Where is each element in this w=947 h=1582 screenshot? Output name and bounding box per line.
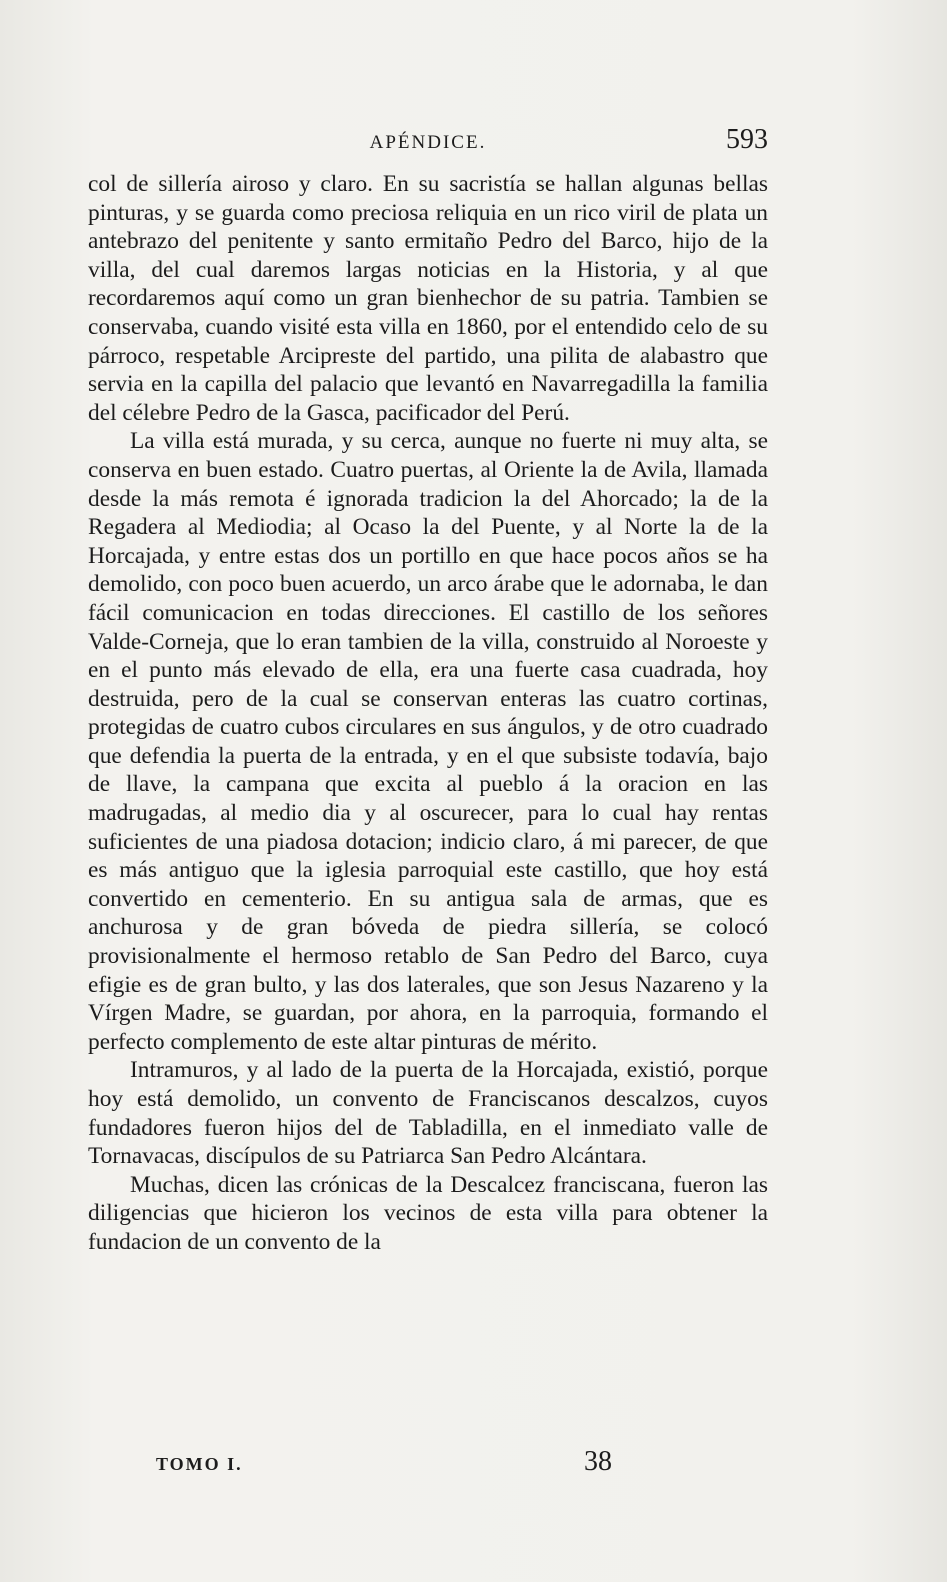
page-header: [88, 124, 768, 160]
paragraph-intramuros: Intramuros, y al lado de la puerta de la Horcajada, existió, porque hoy está demolido, un convento de Franciscanos descalzos, cuyos fundadores fueron hijos del de Tabladilla, en el inmediato valle de Tornavacas, discípulos de su Patriarca San Pedro Alcántara.: [88, 1057, 768, 1170]
paragraph-villa-murada: La villa está murada, y su cerca, aunque no fuerte ni muy alta, se conserva en buen estado. Cuatro puertas, al Oriente la de Avila, llamada desde la más remota é ignorada tradicion la del Ahorcado; la de la Regadera al Mediodia; al Ocaso la del Puente, y al Norte la de la Horcajada, y entre estas dos un portillo en que hace pocos años se ha demolido, con poco buen acuerdo, un arco árabe que le adornaba, le dan fácil comunicacion en todas direcciones. El castillo de los señores Valde-Corneja, que lo eran tambien de la villa, construido al Noroeste y en el punto más elevado de ella, era una fuerte casa cuadrada, hoy destruida, pero de la cual se conservan enteras las cuatro cortinas, protegidas de cuatro cubos circulares en sus ángulos, y de otro cuadrado que defendia la puerta de la entrada, y en el que subsiste todavía, bajo de llave, la campana que excita al pueblo á la oracion en las madrugadas, al medio dia y al oscurecer, para lo cual hay rentas suficientes de una piadosa dotacion; indicio claro, á mi parecer, de que es más antiguo que la iglesia parroquial este castillo, que hoy está convertido en cementerio. En su antigua sala de armas, que es anchurosa y de gran bóveda de piedra sillería, se colocó provisionalmente el hermoso retablo de San Pedro del Barco, cuya efigie es de gran bulto, y las dos laterales, que son Jesus Nazareno y la Vírgen Madre, se guardan, por ahora, en la parroquia, formando el perfecto complemento de este altar pinturas de mérito.: [88, 428, 768, 1055]
body-text: [88, 170, 768, 1257]
page-number: 593: [726, 124, 768, 155]
page-footer: [88, 1446, 768, 1486]
volume-label: TOMO I.: [156, 1454, 243, 1474]
signature-mark: 38: [584, 1446, 612, 1477]
running-title: APÉNDICE.: [369, 132, 487, 153]
paragraph-muchas: Muchas, dicen las crónicas de la Descalcez franciscana, fueron las diligencias que hicieron los vecinos de esta villa para obtener la fundacion de un convento de la: [88, 1171, 768, 1255]
paragraph-continuation: col de sillería airoso y claro. En su sacristía se hallan algunas bellas pinturas, y se guarda como preciosa reliquia en un rico viril de plata un antebrazo del penitente y santo ermitaño Pedro del Barco, hijo de la villa, del cual daremos largas noticias en la Historia, y al que recordaremos aquí como un gran bienhechor de su patria. Tambien se conservaba, cuando visité esta villa en 1860, por el entendido celo de su párroco, respetable Arcipreste del partido, una pilita de alabastro que servia en la capilla del palacio que levantó en Navarregadilla la familia del célebre Pedro de la Gasca, pacificador del Perú.: [88, 171, 768, 426]
